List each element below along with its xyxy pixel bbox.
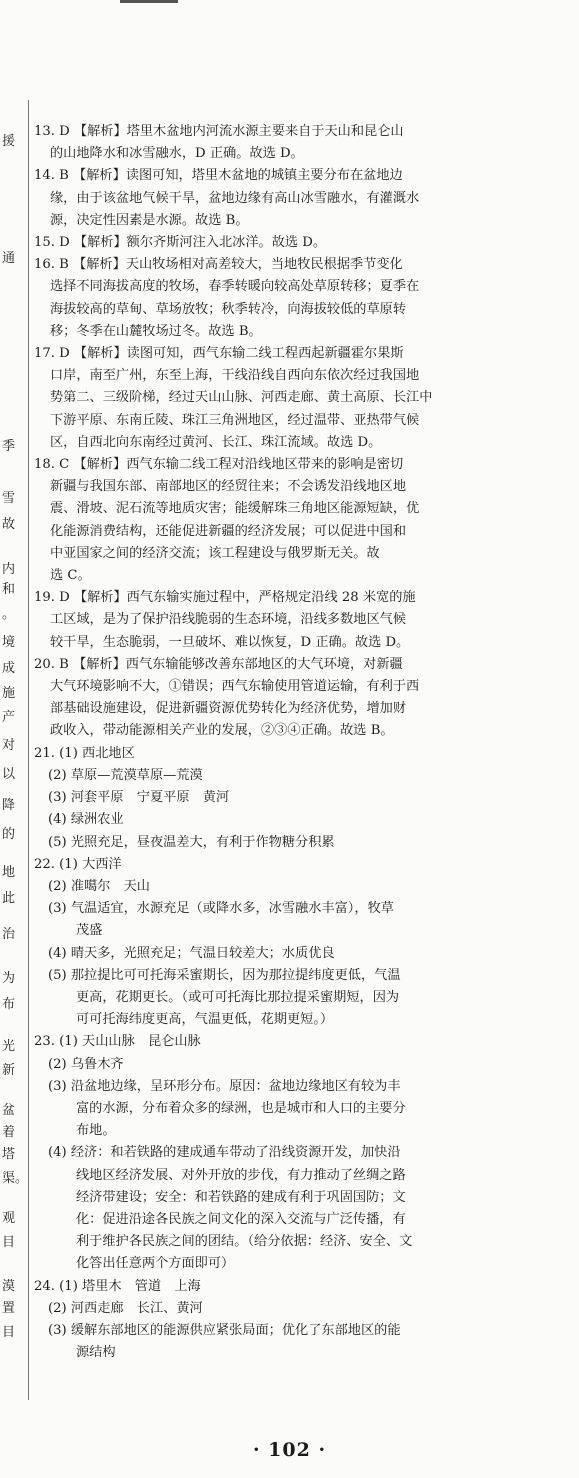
margin-fragment: 光: [2, 1039, 16, 1054]
margin-fragment: 援: [2, 134, 16, 149]
question-item: [34, 343, 562, 454]
text-line: 源结构: [76, 1345, 116, 1361]
text-line: (3) 气温适宜，水源充足（或降水多，冰雪融水丰富），牧草: [48, 901, 394, 917]
text-line: 18. C 【解析】西气东输二线工程对沿线地区带来的影响是密切: [34, 457, 404, 473]
text-line: 移；冬季在山麓牧场过冬。故选 B。: [50, 323, 262, 339]
margin-fragment: 成: [2, 661, 16, 676]
text-line: 大气环境影响不大，①错误；西气东输使用管道运输，有利于西: [50, 679, 420, 695]
text-line: 17. D 【解析】读图可知，西气东输二线工程西起新疆霍尔果斯: [34, 346, 404, 362]
text-line: 新疆与我国东部、南部地区的经贸往来；不会诱发沿线地区地: [50, 479, 407, 495]
text-line: (3) 沿盆地边缘，呈环形分布。原因：盆地边缘地区有较为丰: [48, 1078, 401, 1094]
margin-fragment: 观: [2, 1211, 16, 1226]
text-line: (2) 草原—荒漠草原—荒漠: [48, 767, 203, 783]
margin-fragment: 的: [2, 827, 16, 842]
text-line: 线地区经济发展、对外开放的步伐，有力推动了丝绸之路: [76, 1167, 406, 1183]
text-line: 经济带建设；安全：和若铁路的建成有利于巩固国防；文: [76, 1189, 406, 1205]
margin-fragment: 漠: [2, 1279, 16, 1294]
margin-fragment: 塔: [2, 1147, 16, 1162]
text-line: 24. (1) 塔里木 管道 上海: [34, 1278, 201, 1294]
text-line: 利于维护各民族之间的团结。（给分依据：经济、安全、文: [76, 1234, 413, 1250]
margin-fragment: 以: [2, 767, 16, 782]
margin-fragment: 布: [2, 997, 16, 1012]
answer-block: [34, 1276, 562, 1365]
question-item: [34, 587, 562, 654]
question-item: [34, 232, 562, 254]
text-line: 14. B 【解析】读图可知，塔里木盆地的城镇主要分布在盆地边: [34, 168, 403, 184]
text-line: (3) 河套平原 宁夏平原 黄河: [48, 790, 230, 806]
question-item: [34, 654, 562, 743]
margin-fragment: 故: [2, 517, 16, 532]
text-line: (2) 乌鲁木齐: [48, 1056, 124, 1072]
text-line: 较干旱，生态脆弱，一旦破坏、难以恢复，D 正确。故选 D。: [50, 634, 410, 650]
text-line: 21. (1) 西北地区: [34, 745, 135, 761]
margin-fragment: 施: [2, 686, 16, 701]
answer-block: [34, 854, 562, 1032]
text-line: 布地。: [76, 1123, 116, 1139]
margin-fragment: 产: [2, 710, 16, 725]
margin-fragment: 此: [2, 891, 16, 906]
text-line: 23. (1) 天山山脉 昆仑山脉: [34, 1034, 201, 1050]
text-line: 13. D 【解析】塔里木盆地内河流水源主要来自于天山和昆仑山: [34, 124, 404, 139]
answer-block: [34, 1031, 562, 1275]
text-line: (3) 缓解东部地区的能源供应紧张局面；优化了东部地区的能: [48, 1322, 401, 1338]
margin-fragment: 对: [2, 738, 16, 753]
text-line: 22. (1) 大西洋: [34, 856, 122, 872]
text-line: (4) 经济：和若铁路的建成通车带动了沿线资源开发，加快沿: [48, 1145, 401, 1161]
text-line: 20. B 【解析】西气东输能够改善东部地区的大气环境，对新疆: [34, 656, 403, 672]
question-item: [34, 254, 562, 343]
text-line: 选 C。: [50, 568, 91, 584]
text-line: 势第二、三级阶梯，经过天山山脉、河西走廊、黄土高原、长江中: [50, 390, 433, 406]
text-line: 19. D 【解析】西气东输实施过程中，严格规定沿线 28 米宽的施: [34, 590, 416, 606]
question-item: [34, 454, 562, 587]
text-line: 化：促进沿途各民族之间文化的深入交流与广泛传播，有: [76, 1211, 406, 1227]
margin-fragment: 和: [2, 582, 16, 597]
margin-fragment: 雪: [2, 491, 16, 506]
left-margin-fragments: [0, 0, 29, 1478]
text-line: 化能源消费结构，还能促进新疆的经济发展；可以促进中国和: [50, 523, 407, 539]
margin-fragment: 境: [2, 635, 16, 650]
margin-fragment: 为: [2, 971, 16, 986]
margin-fragment: 地: [2, 865, 16, 880]
text-line: 选择不同海拔高度的牧场，春季转暖向较高处草原转移；夏季在: [50, 279, 420, 295]
page-number: · 102 ·: [252, 1439, 327, 1461]
text-line: 震、滑坡、泥石流等地质灾害；能缓解珠三角地区能源短缺，优: [50, 501, 420, 517]
question-item: [34, 165, 562, 232]
answer-column: [34, 121, 562, 1364]
text-line: 茂盛: [76, 923, 103, 939]
text-line: (4) 绿洲农业: [48, 812, 124, 828]
column-divider: [28, 100, 29, 1400]
margin-fragment: 降: [2, 798, 16, 813]
top-edge-mark: [120, 0, 178, 3]
text-line: 下游平原、东南丘陵、珠江三角洲地区，经过温带、亚热带气候: [50, 412, 420, 428]
margin-fragment: 置: [2, 1301, 16, 1316]
margin-fragment: 治: [2, 927, 16, 942]
text-line: 16. B 【解析】天山牧场相对高差较大，当地牧民根据季节变化: [34, 257, 403, 273]
text-line: (5) 光照充足，昼夜温差大，有利于作物糖分积累: [48, 834, 335, 850]
margin-fragment: 季: [2, 439, 16, 454]
text-line: 口岸，南至广州，东至上海，干线沿线自西向东依次经过我国地: [50, 368, 420, 384]
text-line: 中亚国家之间的经济交流；该工程建设与俄罗斯无关。故: [50, 545, 380, 561]
text-line: 更高，花期更长。（或可可托海比那拉提采蜜期短，因为: [76, 989, 400, 1005]
text-line: 区，自西北向东南经过黄河、长江、珠江流域。故选 D。: [50, 434, 382, 450]
margin-fragment: 着: [2, 1125, 16, 1140]
margin-fragment: 盆: [2, 1103, 16, 1118]
margin-fragment: 目: [2, 1325, 16, 1340]
text-line: 15. D 【解析】额尔齐斯河注入北冰洋。故选 D。: [34, 235, 327, 251]
text-line: 化答出任意两个方面即可）: [76, 1256, 235, 1272]
text-line: (2) 河西走廊 长江、黄河: [48, 1300, 203, 1316]
text-line: (4) 晴天多，光照充足；气温日较差大；水质优良: [48, 945, 335, 961]
margin-fragment: 渠。: [2, 1171, 29, 1186]
margin-fragment: 目: [2, 1235, 16, 1250]
text-line: (5) 那拉提比可可托海采蜜期长，因为那拉提纬度更低，气温: [48, 967, 401, 983]
text-line: (2) 准噶尔 天山: [48, 878, 150, 894]
text-line: 工区域，是为了保护沿线脆弱的生态环境，沿线多数地区气候: [50, 612, 407, 628]
margin-fragment: 。: [2, 607, 16, 622]
text-line: 源，决定性因素是水源。故选 B。: [50, 212, 249, 228]
answer-block: [34, 743, 562, 854]
text-line: 富的水源，分布着众多的绿洲，也是城市和人口的主要分: [76, 1100, 406, 1116]
question-item: [34, 121, 562, 165]
text-line: 缘，由于该盆地气候干旱，盆地边缘有高山冰雪融水，有灌溉水: [50, 190, 420, 206]
margin-fragment: 通: [2, 251, 16, 266]
text-line: 政收入，带动能源相关产业的发展，②③④正确。故选 B。: [50, 723, 394, 739]
margin-fragment: 新: [2, 1063, 16, 1078]
margin-fragment: 内: [2, 562, 16, 577]
text-line: 可可托海纬度更高，气温更低，花期更短。）: [76, 1012, 334, 1028]
text-line: 海拔较高的草甸、草场放牧；秋季转冷，向海拔较低的草原转: [50, 301, 407, 317]
text-line: 部基础设施建设，促进新疆资源优势转化为经济优势，增加财: [50, 701, 407, 717]
text-line: 的山地降水和冰雪融水，D 正确。故选 D。: [50, 146, 304, 162]
